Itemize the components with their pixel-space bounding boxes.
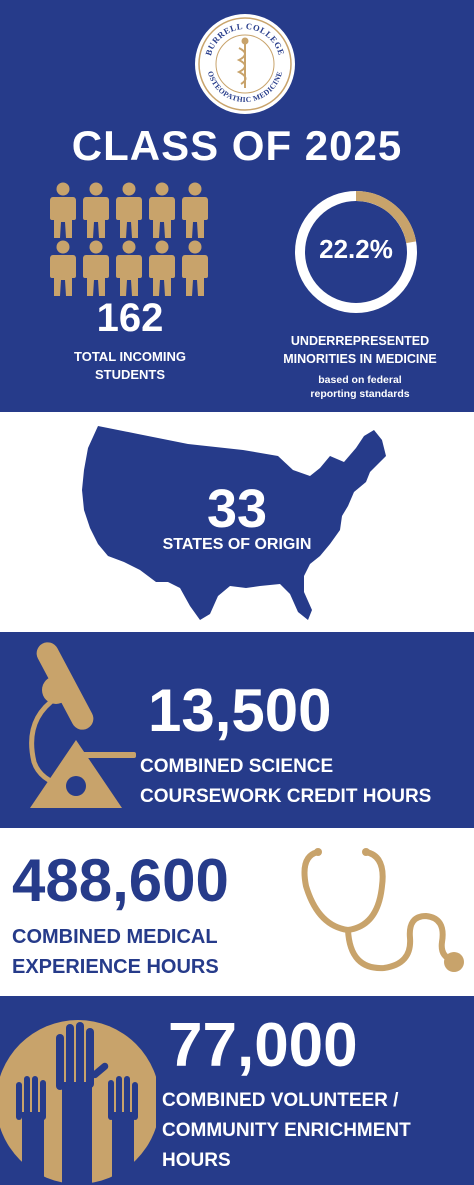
hero-section: [0, 0, 474, 412]
seal-bottom-text: OSTEOPATHIC MEDICINE: [205, 69, 285, 105]
states-count: 33: [206, 479, 268, 539]
science-label-line2: COURSEWORK CREDIT HOURS: [140, 786, 432, 807]
volunteer-label-line3: HOURS: [162, 1150, 231, 1171]
people-icon-grid: [48, 182, 210, 298]
medical-value: 488,600: [12, 847, 229, 914]
medical-label-line2: EXPERIENCE HOURS: [12, 956, 219, 978]
urm-note-line2: reporting standards: [310, 388, 410, 400]
volunteer-section: [0, 996, 474, 1185]
urm-label-line1: UNDERREPRESENTED: [290, 334, 430, 348]
seal-top-text: BURRELL COLLEGE: [203, 20, 287, 57]
microscope-icon: [18, 640, 142, 818]
urm-note-line1: based on federal: [318, 374, 402, 386]
college-seal-logo: [193, 12, 297, 116]
person-icon: [50, 183, 208, 297]
students-label-line1: TOTAL INCOMING: [74, 349, 186, 364]
raised-hands-icon: [0, 1012, 156, 1185]
students-label-line2: STUDENTS: [94, 367, 166, 382]
science-label-line1: COMBINED SCIENCE: [140, 756, 334, 777]
stethoscope-icon: [296, 842, 468, 982]
urm-percent: 22.2%: [319, 234, 393, 264]
states-section: [0, 412, 474, 632]
students-count: 162: [96, 296, 164, 340]
science-section: [0, 632, 474, 828]
medical-label-line1: COMBINED MEDICAL: [12, 926, 218, 948]
states-label: STATES OF ORIGIN: [162, 536, 312, 553]
urm-label-line2: MINORITIES IN MEDICINE: [283, 352, 437, 366]
science-value: 13,500: [148, 677, 332, 744]
class-title: CLASS OF 2025: [71, 122, 403, 169]
volunteer-label-line2: COMMUNITY ENRICHMENT: [162, 1120, 411, 1141]
medical-section: [0, 828, 474, 996]
volunteer-label-line1: COMBINED VOLUNTEER /: [162, 1090, 399, 1111]
volunteer-value: 77,000: [168, 1011, 358, 1080]
